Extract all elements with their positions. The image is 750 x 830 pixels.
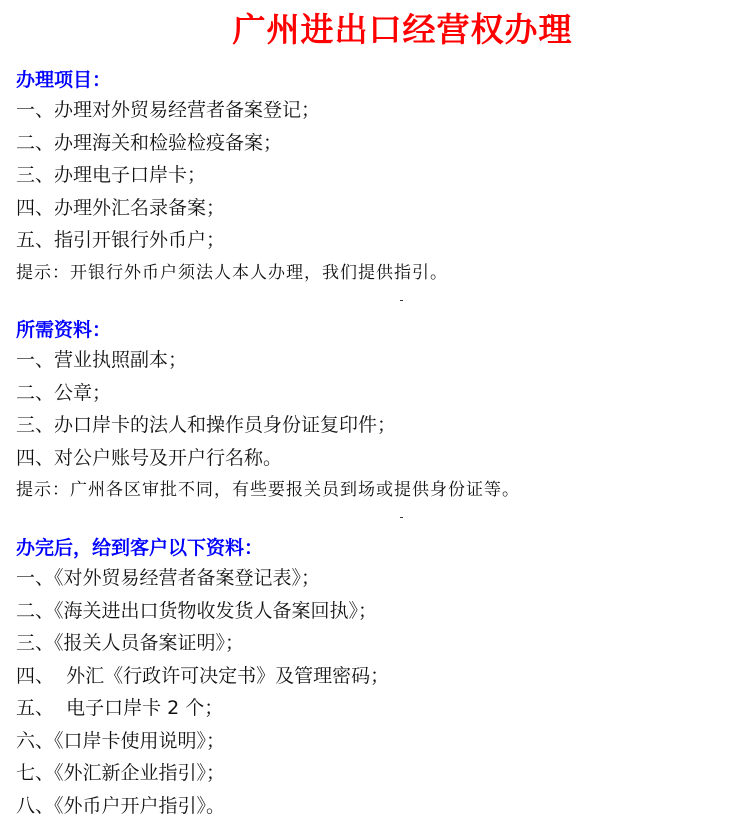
- section-heading-materials: 所需资料：: [16, 319, 112, 341]
- list-item: 五、 电子口岸卡 2 个；: [16, 697, 224, 719]
- list-item: 三、办理电子口岸卡；: [16, 164, 207, 186]
- section-heading-deliverables: 办完后，给到客户以下资料：: [16, 537, 264, 559]
- list-item: 三、《报关人员备案证明》；: [16, 632, 245, 654]
- list-item: 五、指引开银行外币户；: [16, 229, 226, 251]
- page-title: 广州进出口经营权办理: [232, 10, 573, 49]
- section-note: 提示：开银行外币户须法人本人办理，我们提供指引。: [16, 262, 448, 283]
- section-services: [16, 66, 736, 289]
- section-required-materials: [16, 316, 736, 506]
- list-item: 三、办口岸卡的法人和操作员身份证复印件；: [16, 414, 397, 436]
- section-note: 提示：广州各区审批不同，有些要报关员到场或提供身份证等。: [16, 480, 520, 500]
- list-item: 一、《对外贸易经营者备案登记表》；: [16, 567, 321, 589]
- list-item: 二、办理海关和检验检疫备案；: [16, 131, 283, 154]
- list-item: 四、对公户账号及开户行名称。: [16, 446, 283, 469]
- section-heading-services: 办理项目：: [16, 69, 112, 91]
- list-item: 二、公章；: [16, 381, 112, 404]
- list-item: 一、营业执照副本；: [16, 349, 188, 371]
- divider-mark: [400, 300, 403, 301]
- list-item: 一、办理对外贸易经营者备案登记；: [16, 99, 321, 121]
- list-item: 六、《口岸卡使用说明》；: [16, 729, 226, 752]
- list-item: 八、《外币户开户指引》。: [16, 794, 226, 817]
- list-item: 二、《海关进出口货物收发货人备案回执》；: [16, 599, 378, 622]
- list-item: 七、《外汇新企业指引》；: [16, 762, 226, 784]
- divider-mark: [400, 517, 403, 518]
- section-deliverables: [16, 534, 736, 822]
- list-item: 四、办理外汇名录备案；: [16, 196, 226, 219]
- list-item: 四、 外汇《行政许可决定书》及管理密码；: [16, 664, 390, 687]
